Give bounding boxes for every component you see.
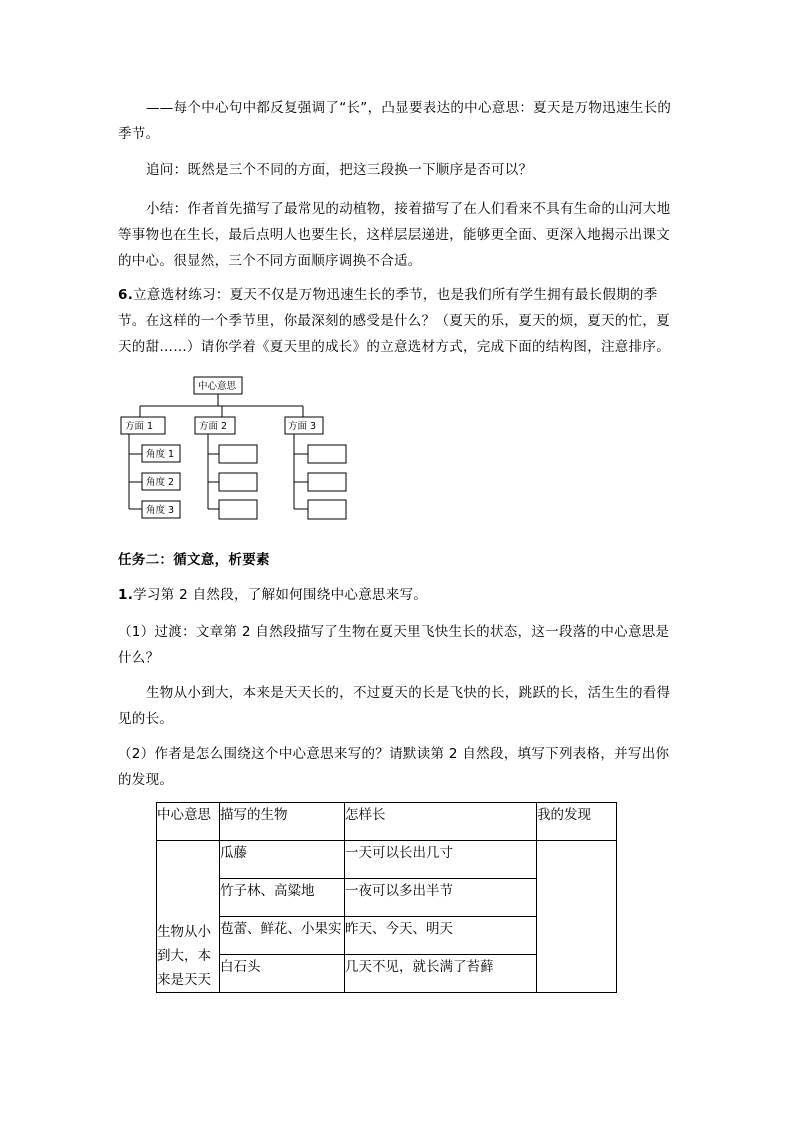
table-creature-cell: 白石头 — [220, 955, 345, 993]
blank-box-2-3 — [219, 500, 257, 519]
aspect-label-2: 方面 2 — [199, 421, 228, 432]
aspect-label-1: 方面 1 — [125, 421, 154, 432]
blank-box-3-2 — [308, 473, 346, 491]
exercise-text: 立意选材练习：夏天不仅是万物迅速生长的季节，也是我们所有学生拥有最长假期的季节。在这样的一个季节里，你最深刻的感受是什么？（夏天的乐，夏天的烦，夏天的忙，夏天的甜……）请你学着《夏天里的成长》的立意选材方式，完成下面的结构图，注意排序。 — [118, 287, 670, 355]
paragraph-summary: 小结：作者首先描写了最常见的动植物，接着描写了在人们看来不具有生命的山河大地等事物也在生长，最后点明人也要生长，这样层层递进，能够更全面、更深入地揭示出课文的中心。很显然，三个不同方面顺序调换不合适。 — [118, 201, 671, 269]
table-header-cell: 描写的生物 — [220, 803, 345, 841]
paragraph-central-sentence: ——每个中心句中都反复强调了“长”，凸显要表达的中心意思：夏天是万物迅速生长的季节。 — [118, 100, 672, 142]
blank-box-3-3 — [308, 500, 346, 519]
paragraph-transition: （1）过渡：文章第 2 自然段描写了生物在夏天里飞快生长的状态，这一段落的中心意思是什么？ — [118, 624, 670, 666]
paragraph-exercise-6 — [118, 282, 678, 360]
blank-box-2-1 — [219, 445, 257, 463]
table-header-cell: 中心意思 — [157, 803, 220, 841]
table-creature-cell: 竹子林、高粱地 — [220, 879, 345, 917]
item-text: 学习第 2 自然段，了解如何围绕中心意思来写。 — [133, 587, 428, 603]
table-how-cell: 昨天、今天、明天 — [345, 917, 537, 955]
exercise-number: 6. — [118, 287, 134, 303]
table-how-cell: 几天不见，就长满了苔藓 — [345, 955, 537, 993]
aspect-label-3: 方面 3 — [288, 421, 317, 432]
angle-label-2: 角度 2 — [146, 477, 175, 488]
paragraph-item-1 — [118, 582, 678, 608]
table-center-cell: 生物从小到大，本来是天天 — [157, 841, 220, 993]
structure-diagram — [118, 373, 358, 525]
blank-box-2-2 — [219, 473, 257, 491]
table-discovery-cell[interactable] — [537, 841, 617, 993]
center-idea-label: 中心意思 — [198, 381, 237, 392]
table-header-cell: 怎样长 — [345, 803, 537, 841]
task-two-heading: 任务二：循文意，析要素 — [118, 552, 270, 568]
paragraph-question-2: （2）作者是怎么围绕这个中心意思来写的？请默读第 2 自然段，填写下列表格，并写出你的发现。 — [118, 746, 670, 788]
table-creature-cell: 苞蕾、鲜花、小果实 — [220, 917, 345, 955]
table-how-cell: 一夜可以多出半节 — [345, 879, 537, 917]
angle-label-3: 角度 3 — [146, 505, 175, 516]
paragraph-follow-up-question: 追问：既然是三个不同的方面，把这三段换一下顺序是否可以？ — [146, 162, 533, 178]
analysis-table — [156, 802, 617, 993]
item-number: 1. — [118, 587, 134, 603]
table-how-cell: 一天可以长出几寸 — [345, 841, 537, 879]
table-creature-cell: 瓜藤 — [220, 841, 345, 879]
blank-box-3-1 — [308, 445, 346, 463]
angle-label-1: 角度 1 — [146, 449, 175, 460]
table-header-cell: 我的发现 — [537, 803, 617, 841]
table-header-row — [157, 803, 617, 841]
paragraph-answer: 生物从小到大，本来是天天长的，不过夏天的长是飞快的长，跳跃的长，活生生的看得见的长。 — [118, 685, 671, 727]
table-row — [157, 841, 617, 879]
